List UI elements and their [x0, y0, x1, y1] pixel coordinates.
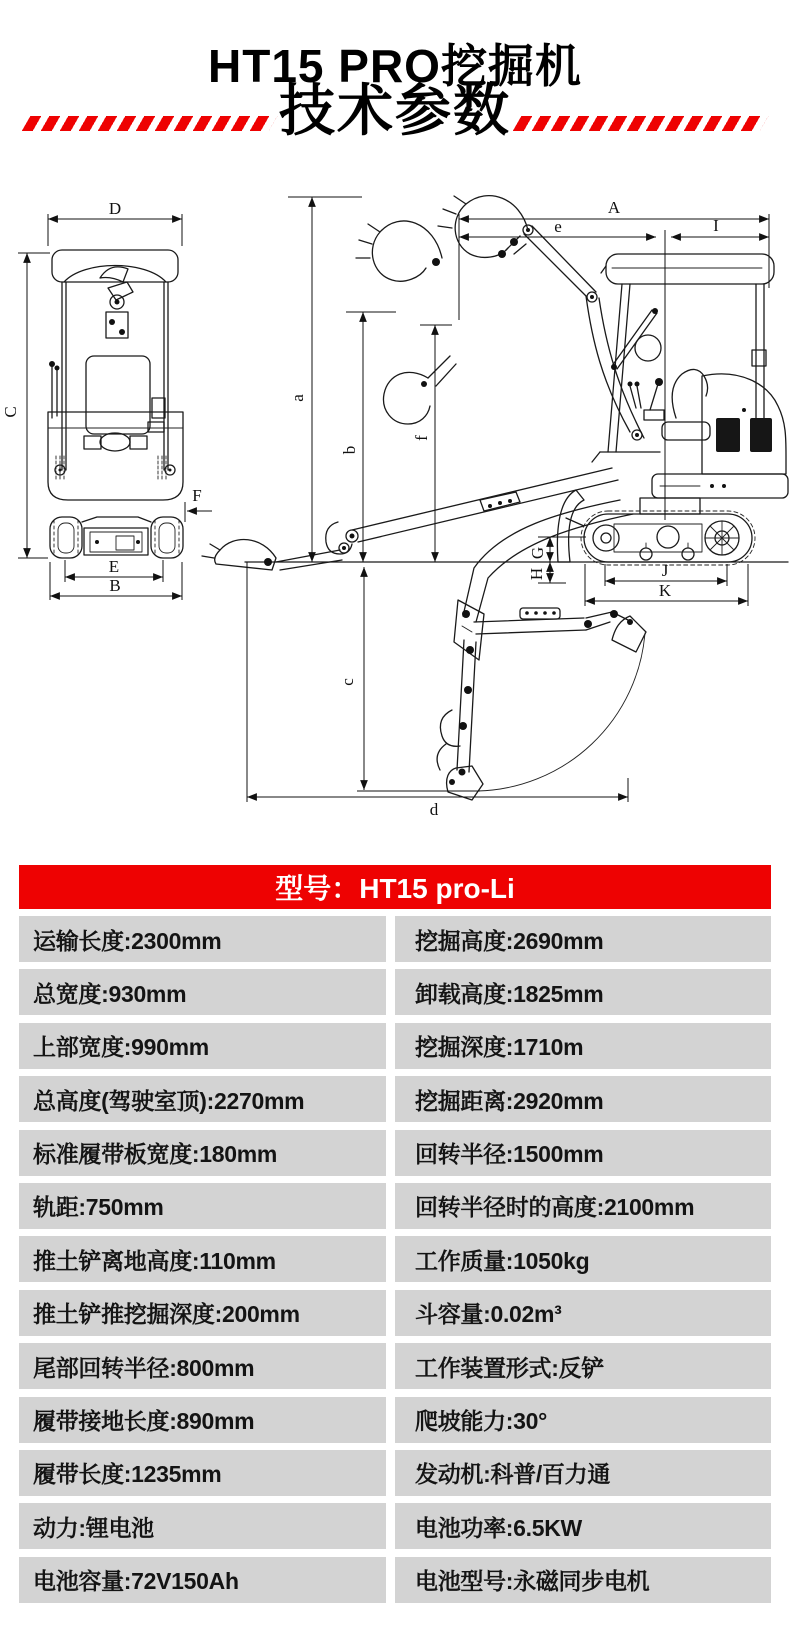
- spec-cell: 履带长度:1235mm: [19, 1450, 386, 1496]
- table-row: [19, 1343, 771, 1389]
- dim-label-G: G: [528, 546, 547, 560]
- spec-cell: 尾部回转半径:800mm: [19, 1343, 386, 1389]
- dim-label-b: b: [340, 445, 359, 455]
- spec-cell: 卸载高度:1825mm: [395, 969, 771, 1015]
- spec-cell: 挖掘高度:2690mm: [395, 916, 771, 962]
- spec-cell: 回转半径时的高度:2100mm: [395, 1183, 771, 1229]
- table-row: [19, 1557, 771, 1603]
- spec-cell: 工作质量:1050kg: [395, 1236, 771, 1282]
- dim-label-d: d: [429, 800, 439, 819]
- spec-table: [19, 916, 771, 1610]
- dim-label-E: E: [108, 557, 120, 576]
- dim-label-c: c: [338, 678, 357, 686]
- side-view-machine: [202, 196, 788, 800]
- spec-cell: 轨距:750mm: [19, 1183, 386, 1229]
- dim-label-C: C: [1, 406, 20, 418]
- subtitle-row: [0, 79, 790, 142]
- dim-label-A: A: [607, 198, 621, 217]
- dim-label-a: a: [288, 394, 307, 402]
- spec-cell: 回转半径:1500mm: [395, 1130, 771, 1176]
- dim-label-D: D: [108, 199, 122, 218]
- spec-cell: 挖掘距离:2920mm: [395, 1076, 771, 1122]
- spec-cell: 推土铲推挖掘深度:200mm: [19, 1290, 386, 1336]
- spec-cell: 总宽度:930mm: [19, 969, 386, 1015]
- dim-label-K: K: [658, 581, 672, 600]
- spec-cell: 动力:锂电池: [19, 1503, 386, 1549]
- model-header-bar: 型号：HT15 pro-Li: [19, 865, 771, 909]
- spec-cell: 电池容量:72V150Ah: [19, 1557, 386, 1603]
- table-row: [19, 1023, 771, 1069]
- dim-label-J: J: [661, 561, 669, 580]
- dash-line-right: [513, 116, 769, 131]
- spec-cell: 总高度(驾驶室顶):2270mm: [19, 1076, 386, 1122]
- spec-cell: 斗容量:0.02m³: [395, 1290, 771, 1336]
- spec-cell: 挖掘深度:1710m: [395, 1023, 771, 1069]
- spec-cell: 电池功率:6.5KW: [395, 1503, 771, 1549]
- table-row: [19, 1503, 771, 1549]
- dim-label-f: f: [412, 435, 431, 441]
- table-row: [19, 1183, 771, 1229]
- spec-cell: 上部宽度:990mm: [19, 1023, 386, 1069]
- spec-cell: 工作装置形式:反铲: [395, 1343, 771, 1389]
- table-row: [19, 1290, 771, 1336]
- spec-cell: 推土铲离地高度:110mm: [19, 1236, 386, 1282]
- table-row: [19, 1236, 771, 1282]
- dim-label-e: e: [554, 217, 562, 236]
- dash-line-left: [22, 116, 278, 131]
- page-title: HT15 PRO挖掘机: [208, 40, 582, 92]
- front-view-machine: [48, 250, 183, 558]
- dim-label-B: B: [109, 576, 121, 595]
- spec-cell: 发动机:科普/百力通: [395, 1450, 771, 1496]
- table-row: [19, 916, 771, 962]
- spec-cell: 标准履带板宽度:180mm: [19, 1130, 386, 1176]
- spec-cell: 履带接地长度:890mm: [19, 1397, 386, 1443]
- spec-cell: 电池型号:永磁同步电机: [395, 1557, 771, 1603]
- table-row: [19, 1397, 771, 1443]
- table-row: [19, 1076, 771, 1122]
- technical-drawing: [0, 170, 790, 820]
- dim-label-H: H: [527, 567, 546, 581]
- page-subtitle: 技术参数: [279, 79, 511, 142]
- dim-label-I: I: [713, 216, 719, 235]
- side-view-dimensions: [247, 197, 769, 802]
- spec-cell: 爬坡能力:30°: [395, 1397, 771, 1443]
- table-row: [19, 969, 771, 1015]
- table-row: [19, 1130, 771, 1176]
- spec-cell: 运输长度:2300mm: [19, 916, 386, 962]
- dim-label-F: F: [192, 486, 202, 505]
- table-row: [19, 1450, 771, 1496]
